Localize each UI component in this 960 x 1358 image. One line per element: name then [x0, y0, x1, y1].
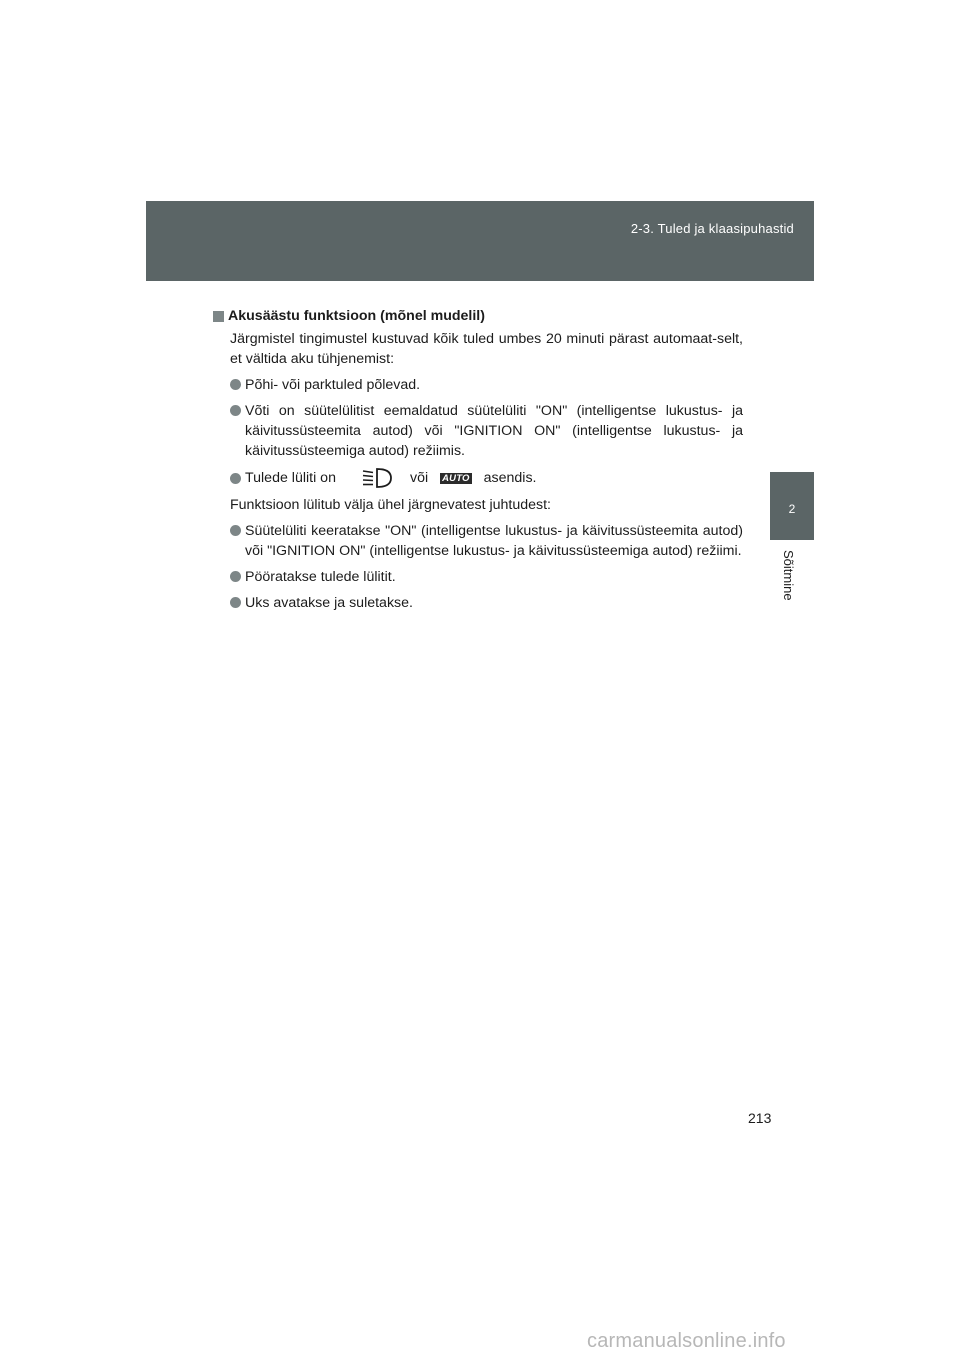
circle-bullet-icon — [230, 597, 241, 608]
condition-item — [230, 401, 743, 461]
chapter-number: 2 — [788, 502, 796, 516]
square-bullet-icon — [213, 311, 224, 322]
condition-item — [230, 375, 743, 395]
section-heading-text: Akusäästu funktsioon (mõnel mudelil) — [228, 308, 485, 324]
circle-bullet-icon — [230, 571, 241, 582]
cancel-text: Pööratakse tulede lülitit. — [245, 569, 396, 585]
switch-middle: või — [409, 470, 429, 486]
chapter-side-tab — [770, 472, 814, 540]
chapter-side-label: Sõitmine — [781, 550, 796, 601]
cancel-item — [230, 521, 743, 561]
condition-text: Võti on süütelülitist eemaldatud süütelüliti "ON" (intelligentse lukustus- ja käivitussüsteemita autod) või "IGNITION ON" (intelligentse lukustus- ja käivitussüsteemiga autod) režiimis. — [245, 403, 743, 459]
switch-condition-item — [230, 467, 743, 489]
condition-text: Põhi- või parktuled põlevad. — [245, 377, 421, 393]
watermark: carmanualsonline.info — [587, 1330, 786, 1352]
section-heading — [213, 306, 743, 326]
circle-bullet-icon — [230, 405, 241, 416]
circle-bullet-icon — [230, 525, 241, 536]
cancel-item — [230, 567, 743, 587]
main-content — [213, 306, 743, 613]
cancel-intro: Funktsioon lülitub välja ühel järgnevatest juhtudest: — [230, 497, 551, 513]
headlight-icon — [360, 467, 394, 489]
auto-icon: AUTO — [442, 472, 470, 484]
switch-suffix: asendis. — [483, 470, 537, 486]
intro-paragraph: Järgmistel tingimustel kustuvad kõik tuled umbes 20 minuti pärast automaat-selt, et vältida aku tühjenemist: — [230, 331, 743, 367]
circle-bullet-icon — [230, 379, 241, 390]
cancel-text: Süütelüliti keeratakse "ON" (intelligentse lukustus- ja käivitussüsteemita autod) või "IGNITION ON" (intelligentse lukustus- ja käivitussüsteemiga autod) režiimi. — [245, 523, 743, 559]
chapter-header-bar — [146, 201, 814, 281]
cancel-text: Uks avatakse ja suletakse. — [245, 595, 413, 611]
chapter-title: 2-3. Tuled ja klaasipuhastid — [630, 221, 794, 236]
switch-prefix: Tulede lüliti on — [245, 470, 336, 486]
page-number: 213 — [748, 1110, 772, 1126]
cancel-item — [230, 593, 743, 613]
circle-bullet-icon — [230, 473, 241, 484]
